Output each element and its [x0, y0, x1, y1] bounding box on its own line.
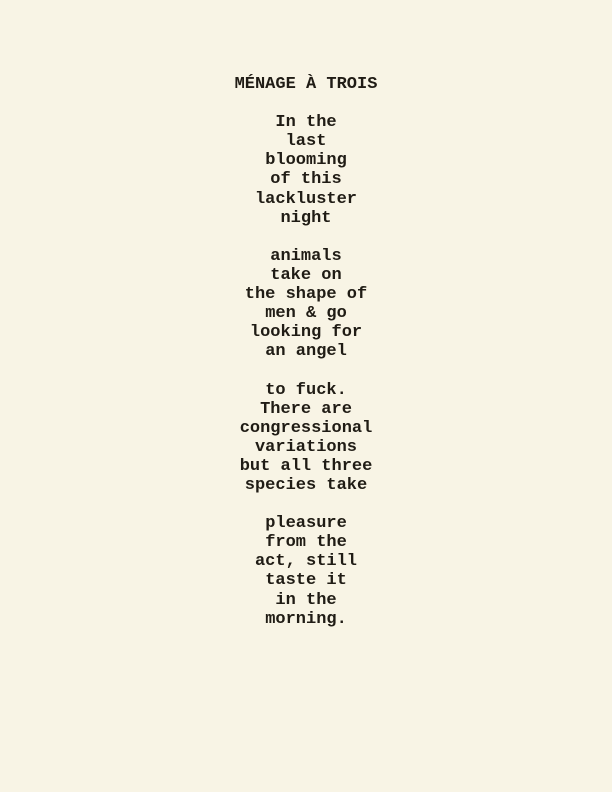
poem-line: pleasure [265, 514, 347, 534]
poem-line: There are [260, 399, 352, 419]
poem-line: in the [275, 590, 337, 610]
stanza-3 [0, 381, 612, 496]
poem-line: but all three [239, 456, 373, 476]
poem-line: variations [254, 437, 358, 457]
poem-line: morning. [265, 609, 347, 629]
poem-line: blooming [265, 151, 347, 171]
poem-line: an angel [265, 342, 347, 362]
poem-title: MÉNAGE À TROIS [234, 75, 378, 94]
poem-line: last [285, 132, 327, 152]
poem-line: species take [244, 475, 368, 495]
poem-line: the shape of [244, 285, 368, 305]
stanza-1 [0, 113, 612, 228]
stanza-2 [0, 247, 612, 362]
poem-line: night [280, 208, 332, 228]
stanza-4 [0, 514, 612, 629]
poem-line: of this [270, 170, 342, 190]
poem-line: animals [270, 246, 342, 266]
poem-line: congressional [239, 418, 373, 438]
poem-line: men & go [265, 304, 347, 324]
poem-line: looking for [249, 323, 363, 343]
poem-line: from the [265, 533, 347, 553]
poem-line: lackluster [254, 189, 358, 209]
poem-line: In the [275, 113, 337, 133]
poem [0, 75, 612, 629]
poem-line: taste it [265, 571, 347, 591]
poem-line: act, still [254, 552, 358, 572]
poem-line: to fuck. [265, 380, 347, 400]
poem-line: take on [270, 265, 342, 285]
